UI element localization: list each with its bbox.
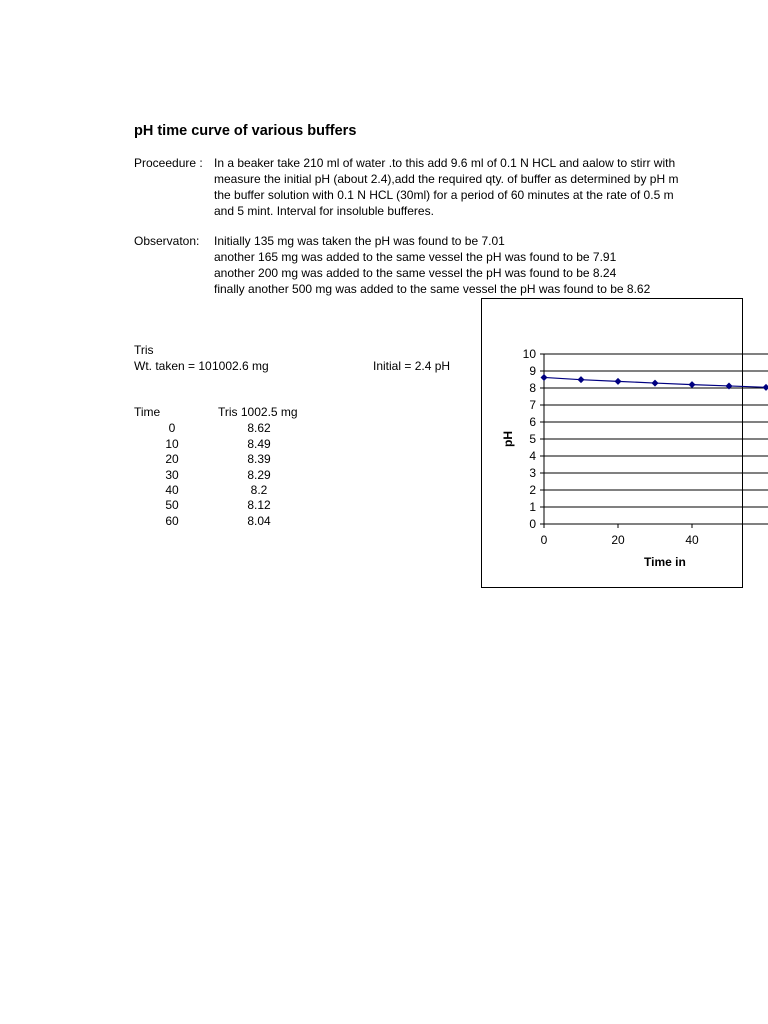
table-cell-time: 20	[165, 452, 179, 466]
data-point	[652, 380, 659, 387]
table-cell-time: 60	[165, 514, 179, 528]
table-cell-time: 50	[165, 498, 179, 512]
table-cell-time: 0	[168, 421, 176, 435]
observation-line-3: another 200 mg was added to the same vessel the pH was found to be 8.24	[214, 266, 617, 280]
x-axis-title: Time in	[644, 555, 686, 569]
x-tick-label: 40	[685, 533, 699, 547]
procedure-line-1: In a beaker take 210 ml of water .to this add 9.6 ml of 0.1 N HCL and aalow to stirr with	[214, 156, 676, 170]
sample-name: Tris	[134, 343, 154, 357]
procedure-line-4: and 5 mint. Interval for insoluble bufferes.	[214, 204, 434, 218]
table-cell-ph: 8.49	[247, 437, 271, 451]
y-tick-label: 4	[529, 449, 536, 463]
page-title: pH time curve of various buffers	[134, 123, 357, 139]
table-cell-ph: 8.62	[247, 421, 271, 435]
weight-label: Wt. taken = 10	[134, 359, 212, 373]
table-cell-ph: 8.29	[247, 468, 271, 482]
table-cell-ph: 8.04	[247, 514, 271, 528]
y-tick-label: 8	[529, 381, 536, 395]
chart-frame	[481, 298, 743, 588]
x-tick-label: 20	[611, 533, 625, 547]
y-axis-title: pH	[501, 431, 515, 447]
observation-line-4: finally another 500 mg was added to the same vessel the pH was found to be 8.62	[214, 282, 651, 296]
observation-line-2: another 165 mg was added to the same vessel the pH was found to be 7.91	[214, 250, 617, 264]
y-tick-label: 1	[529, 500, 536, 514]
procedure-line-3: the buffer solution with 0.1 N HCL (30ml) for a period of 60 minutes at the rate of 0.5 m	[214, 188, 674, 202]
y-tick-label: 5	[529, 432, 536, 446]
y-tick-label: 10	[522, 347, 536, 361]
procedure-line-2: measure the initial pH (about 2.4),add the required qty. of buffer as determined by pH m	[214, 172, 679, 186]
ph-line-chart	[482, 299, 742, 587]
data-point	[615, 378, 622, 385]
data-point	[578, 376, 585, 383]
y-tick-label: 0	[529, 517, 536, 531]
table-header-time: Time	[134, 405, 161, 419]
y-tick-label: 3	[529, 466, 536, 480]
initial-ph: Initial = 2.4 pH	[373, 359, 451, 373]
table-cell-time: 30	[165, 468, 179, 482]
data-point	[689, 381, 696, 388]
procedure-label: Proceedure :	[134, 156, 203, 170]
table-header-tris: Tris 1002.5 mg	[218, 405, 298, 419]
data-point	[763, 384, 768, 391]
y-tick-label: 7	[529, 398, 536, 412]
y-tick-label: 2	[529, 483, 536, 497]
table-cell-time: 10	[165, 437, 179, 451]
table-cell-ph: 8.2	[250, 483, 268, 497]
y-tick-label: 9	[529, 364, 536, 378]
table-cell-ph: 8.12	[247, 498, 271, 512]
observation-line-1: Initially 135 mg was taken the pH was found to be 7.01	[214, 234, 505, 248]
x-tick-label: 0	[540, 533, 548, 547]
table-cell-ph: 8.39	[247, 452, 271, 466]
data-point	[541, 374, 548, 381]
observation-label: Observaton:	[134, 234, 200, 248]
table-cell-time: 40	[165, 483, 179, 497]
weight-value: 1002.6 mg	[212, 359, 269, 373]
y-tick-label: 6	[529, 415, 536, 429]
